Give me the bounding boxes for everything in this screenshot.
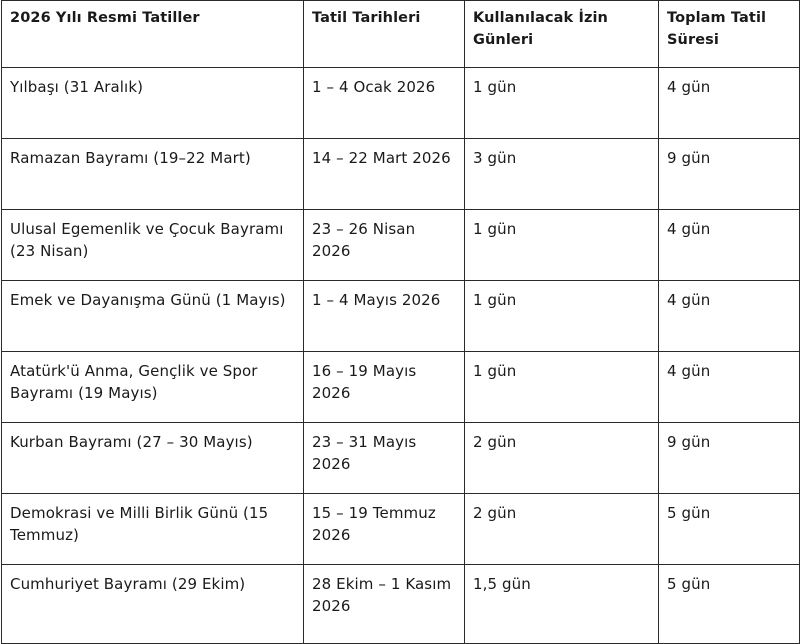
leave-days-cell: 3 gün (465, 139, 659, 210)
holiday-name-cell: Cumhuriyet Bayramı (29 Ekim) (2, 565, 304, 644)
table-header-row (2, 1, 800, 68)
leave-days-cell: 2 gün (465, 423, 659, 494)
holiday-name-cell: Demokrasi ve Milli Birlik Günü (15 Temmuz) (2, 494, 304, 565)
holiday-name-cell: Yılbaşı (31 Aralık) (2, 68, 304, 139)
table-row (2, 423, 800, 494)
holiday-name-cell: Kurban Bayramı (27 – 30 Mayıs) (2, 423, 304, 494)
holiday-name-cell: Ramazan Bayramı (19–22 Mart) (2, 139, 304, 210)
total-duration-cell: 5 gün (659, 494, 800, 565)
table-row (2, 210, 800, 281)
total-duration-cell: 9 gün (659, 139, 800, 210)
header-leave-days: Kullanılacak İzin Günleri (465, 1, 659, 68)
total-duration-cell: 4 gün (659, 281, 800, 352)
holiday-name-cell: Ulusal Egemenlik ve Çocuk Bayramı (23 Nisan) (2, 210, 304, 281)
total-duration-cell: 4 gün (659, 68, 800, 139)
total-duration-cell: 4 gün (659, 352, 800, 423)
holiday-name-cell: Atatürk'ü Anma, Gençlik ve Spor Bayramı (19 Mayıs) (2, 352, 304, 423)
leave-days-cell: 2 gün (465, 494, 659, 565)
holiday-dates-cell: 28 Ekim – 1 Kasım 2026 (304, 565, 465, 644)
leave-days-cell: 1 gün (465, 68, 659, 139)
total-duration-cell: 4 gün (659, 210, 800, 281)
holiday-dates-cell: 15 – 19 Temmuz 2026 (304, 494, 465, 565)
holiday-dates-cell: 16 – 19 Mayıs 2026 (304, 352, 465, 423)
holiday-dates-cell: 23 – 26 Nisan 2026 (304, 210, 465, 281)
table-row (2, 139, 800, 210)
total-duration-cell: 9 gün (659, 423, 800, 494)
table-row (2, 281, 800, 352)
table-row (2, 352, 800, 423)
leave-days-cell: 1 gün (465, 210, 659, 281)
holiday-dates-cell: 1 – 4 Ocak 2026 (304, 68, 465, 139)
leave-days-cell: 1 gün (465, 281, 659, 352)
table-row (2, 494, 800, 565)
table-row (2, 565, 800, 644)
holiday-dates-cell: 23 – 31 Mayıs 2026 (304, 423, 465, 494)
holidays-table (1, 0, 800, 644)
holiday-dates-cell: 14 – 22 Mart 2026 (304, 139, 465, 210)
holiday-dates-cell: 1 – 4 Mayıs 2026 (304, 281, 465, 352)
header-holiday: 2026 Yılı Resmi Tatiller (2, 1, 304, 68)
table-row (2, 68, 800, 139)
total-duration-cell: 5 gün (659, 565, 800, 644)
header-total-duration: Toplam Tatil Süresi (659, 1, 800, 68)
holiday-name-cell: Emek ve Dayanışma Günü (1 Mayıs) (2, 281, 304, 352)
header-dates: Tatil Tarihleri (304, 1, 465, 68)
leave-days-cell: 1 gün (465, 352, 659, 423)
leave-days-cell: 1,5 gün (465, 565, 659, 644)
